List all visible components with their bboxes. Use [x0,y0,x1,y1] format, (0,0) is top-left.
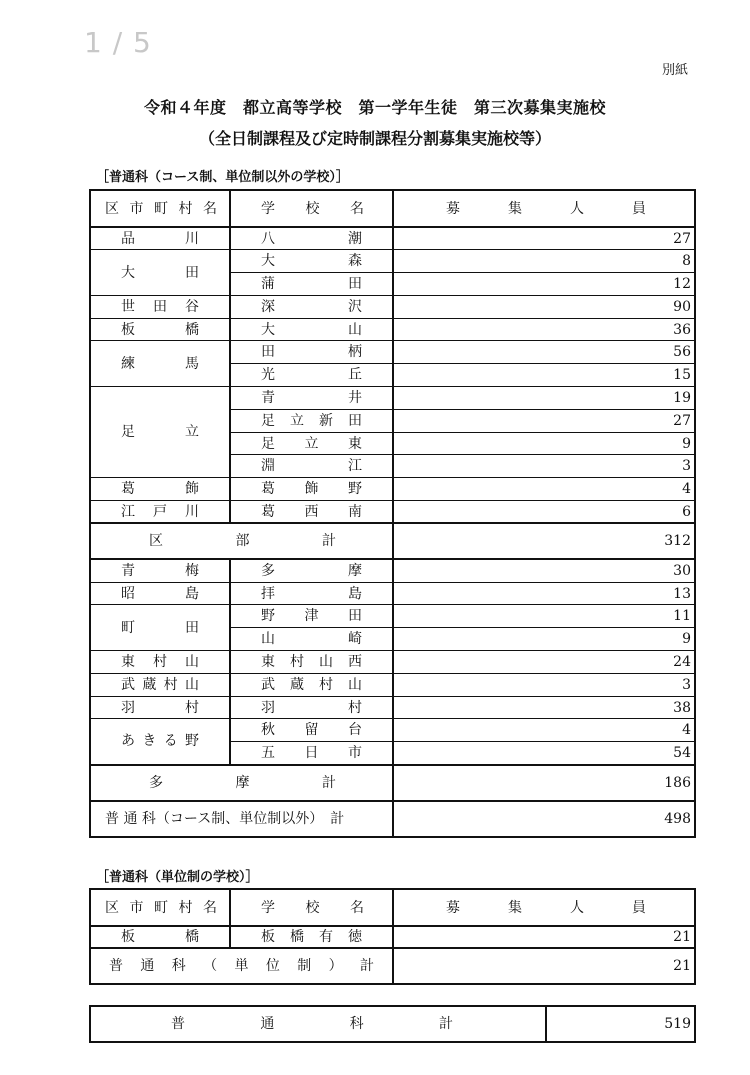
school-cell [230,501,393,524]
school-cell [230,628,393,651]
area-header [90,889,230,926]
area-name: 板 橋 [121,321,199,338]
school-cell [230,559,393,582]
count-cell: 54 [393,742,695,765]
count-cell: 4 [393,478,695,501]
school-cell [230,295,393,318]
table-row [90,559,695,582]
ward-total-row-text: 区 部 計 [149,533,336,550]
school-name: 板 橋 有 徳 [261,929,362,945]
school-name: 多 摩 [261,563,362,579]
count-cell: 56 [393,341,695,364]
general-total-row [90,801,695,837]
school-name: 山 崎 [261,631,362,648]
table-row [90,478,695,501]
count-cell: 27 [393,227,695,250]
school-cell [230,455,393,478]
school-cell [230,673,393,696]
area-name: 葛 飾 [121,481,199,498]
header-row [90,889,695,926]
school-name: 足 立 新 田 [261,412,362,429]
area-cell [90,582,230,605]
area-name: 板 橋 [121,929,199,945]
grand-total-count: 519 [546,1006,695,1042]
table-row [90,696,695,719]
school-name: 青 井 [261,389,362,406]
school-name: 拝 島 [261,585,362,602]
school-cell [230,227,393,250]
table-row [90,926,695,948]
school-cell [230,582,393,605]
school-name: 羽 村 [261,699,362,716]
school-header-label: 学 校 名 [261,899,364,916]
table-row [90,673,695,696]
school-name: 蒲 田 [261,275,362,292]
school-name: 大 山 [261,321,362,338]
school-name: 深 沢 [261,298,362,315]
count-header [393,190,695,227]
school-cell [230,651,393,674]
school-header [230,190,393,227]
attachment-label: 別紙 [662,63,689,78]
grand-total-table [89,1005,696,1043]
count-cell: 30 [393,559,695,582]
school-cell [230,478,393,501]
school-name: 光 丘 [261,367,362,384]
area-name: 東 村 山 [121,653,199,670]
school-cell [230,318,393,341]
area-cell [90,696,230,719]
school-name: 淵 江 [261,458,362,475]
school-name: 大 森 [261,253,362,270]
area-cell [90,673,230,696]
area-name: 羽 村 [121,699,199,716]
area-name: 世 田 谷 [121,298,199,315]
count-header-label: 募 集 人 員 [446,200,646,217]
area-name: 品 川 [121,230,199,247]
school-name: 田 柄 [261,344,362,361]
table-row [90,582,695,605]
table-row [90,719,695,742]
table-row [90,341,695,364]
count-cell: 36 [393,318,695,341]
count-header [393,889,695,926]
count-cell: 38 [393,696,695,719]
school-cell [230,719,393,742]
area-cell [90,387,230,478]
school-cell [230,926,393,948]
section-label-general: ［普通科（コース制、単位制以外の学校）］ [96,170,349,185]
ward-total-row-label [90,523,393,559]
school-name: 八 潮 [261,230,362,247]
school-cell [230,696,393,719]
school-name: 武 蔵 村 山 [261,676,362,693]
count-cell: 19 [393,387,695,410]
area-cell [90,501,230,524]
area-name: 江 戸 川 [121,503,199,520]
credit-total-row-count: 21 [393,948,695,984]
table-row [90,227,695,250]
tama-total-row-count: 186 [393,765,695,801]
table-row [90,387,695,410]
school-cell [230,432,393,455]
table-row [90,605,695,628]
count-cell: 3 [393,455,695,478]
count-cell: 9 [393,432,695,455]
table-row [90,501,695,524]
school-cell [230,387,393,410]
page-indicator: 1 / 5 [84,26,152,59]
count-cell: 6 [393,501,695,524]
area-cell [90,341,230,387]
credit-schools-table [89,888,696,985]
area-name: 昭 島 [121,585,199,602]
count-cell: 9 [393,628,695,651]
credit-total-row [90,948,695,984]
table-row [90,295,695,318]
area-cell [90,250,230,296]
document-subtitle: （全日制課程及び定時制課程分割募集実施校等） [198,129,551,148]
school-cell [230,273,393,296]
school-header [230,889,393,926]
tama-total-row-label [90,765,393,801]
school-name: 東 村 山 西 [261,653,362,670]
document-title: 令和４年度 都立高等学校 第一学年生徒 第三次募集実施校 [143,98,606,117]
general-total-row-label: 普 通 科（コース制、単位制以外） 計 [90,801,393,837]
school-cell [230,409,393,432]
count-cell: 15 [393,364,695,387]
count-cell: 13 [393,582,695,605]
count-cell: 12 [393,273,695,296]
table-row [90,250,695,273]
grand-total-row [90,1006,695,1042]
area-cell [90,719,230,765]
area-cell [90,295,230,318]
school-name: 葛 西 南 [261,503,362,520]
count-cell: 3 [393,673,695,696]
area-cell [90,651,230,674]
area-cell [90,227,230,250]
school-name: 足 立 東 [261,435,362,452]
area-cell [90,926,230,948]
school-name: 葛 飾 野 [261,481,362,498]
area-name: 足 立 [121,424,199,441]
school-header-label: 学 校 名 [261,200,364,217]
area-name: あ き る 野 [121,733,199,750]
count-cell: 4 [393,719,695,742]
area-header-label: 区 市 町 村 名 [105,899,217,916]
credit-total-row-label [90,948,393,984]
tama-total-row-text: 多 摩 計 [149,774,336,791]
school-cell [230,742,393,765]
general-total-row-count: 498 [393,801,695,837]
tama-total-row [90,765,695,801]
school-cell [230,250,393,273]
school-name: 五 日 市 [261,744,362,761]
area-header [90,190,230,227]
school-name: 秋 留 台 [261,722,362,739]
area-name: 青 梅 [121,563,199,579]
area-header-label: 区 市 町 村 名 [105,200,217,217]
header-row [90,190,695,227]
school-name: 野 津 田 [261,608,362,625]
grand-total-label: 普 通 科 計 [171,1016,453,1032]
count-cell: 24 [393,651,695,674]
table-row [90,318,695,341]
table-row [90,651,695,674]
count-cell: 11 [393,605,695,628]
count-header-label: 募 集 人 員 [446,899,646,916]
area-name: 大 田 [121,264,199,281]
area-cell [90,605,230,651]
ward-total-row [90,523,695,559]
count-cell: 27 [393,409,695,432]
general-schools-table [89,189,696,838]
area-cell [90,559,230,582]
count-cell: 21 [393,926,695,948]
credit-total-row-text: 普 通 科 （ 単 位 制 ） 計 [109,958,374,974]
section-label-credit: ［普通科（単位制の学校）］ [96,870,259,885]
area-cell [90,318,230,341]
count-cell: 8 [393,250,695,273]
area-name: 町 田 [121,619,199,636]
ward-total-row-count: 312 [393,523,695,559]
school-cell [230,364,393,387]
area-name: 武 蔵 村 山 [121,676,199,693]
area-cell [90,478,230,501]
area-name: 練 馬 [121,355,199,372]
school-cell [230,605,393,628]
count-cell: 90 [393,295,695,318]
school-cell [230,341,393,364]
